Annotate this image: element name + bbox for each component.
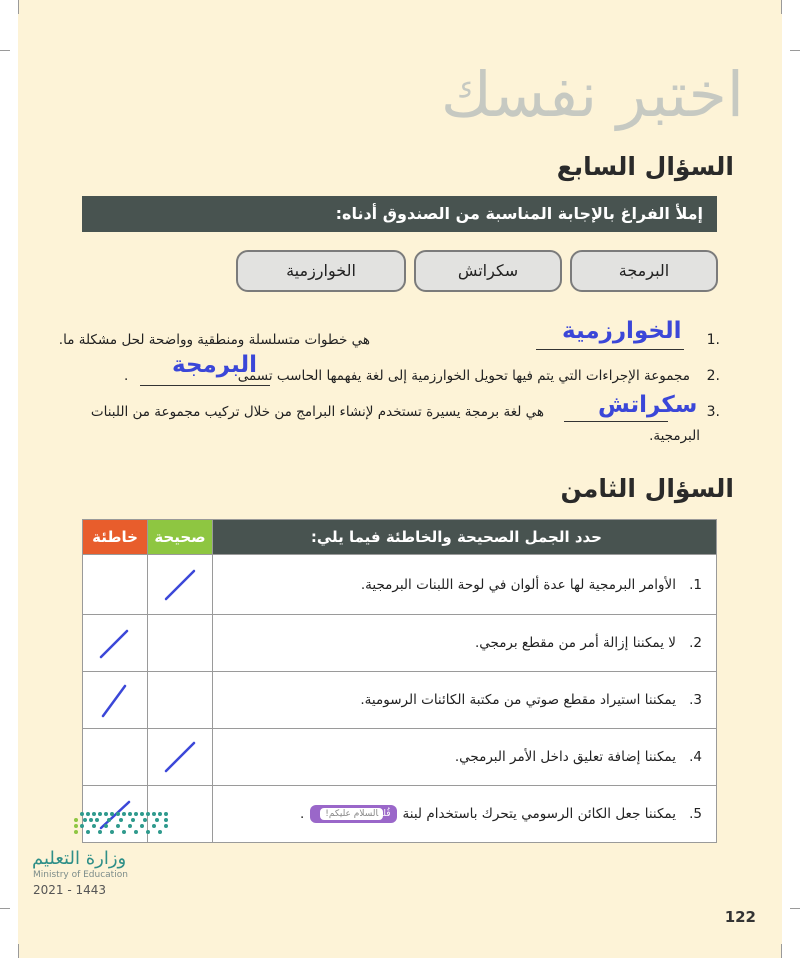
statement-end: . — [300, 806, 305, 822]
item-number: 1. — [706, 332, 720, 348]
crop-mark — [781, 0, 782, 14]
false-cell[interactable] — [83, 729, 148, 786]
false-cell[interactable] — [83, 672, 148, 729]
false-cell[interactable] — [83, 555, 148, 615]
statement-text: الأوامر البرمجية لها عدة ألوان في لوحة اللبنات البرمجية. — [360, 576, 676, 593]
statement-column-header: حدد الجمل الصحيحة والخاطئة فيما يلي: — [213, 520, 717, 555]
check-slash-mark — [160, 737, 200, 777]
crop-mark — [790, 50, 800, 51]
ministry-name-arabic: وزارة التعليم — [32, 848, 127, 869]
question-8-heading: السؤال الثامن — [560, 474, 734, 503]
row-number: 3. — [689, 692, 702, 708]
page-number: 122 — [724, 908, 756, 926]
choice-box-algorithm: الخوارزمية — [236, 250, 406, 292]
statement-text: يمكننا إضافة تعليق داخل الأمر البرمجي. — [454, 749, 676, 765]
false-cell[interactable] — [83, 615, 148, 672]
table-row — [83, 786, 717, 843]
check-slash-mark — [95, 623, 135, 663]
handwritten-answer: سكراتش — [598, 392, 698, 418]
statement-cell — [213, 615, 717, 672]
say-block-label: قُل — [383, 809, 391, 819]
answer-blank — [564, 421, 668, 422]
table-row — [83, 729, 717, 786]
say-block-value: السلام عليكم! — [320, 808, 383, 820]
true-cell[interactable] — [148, 672, 213, 729]
table-row — [83, 672, 717, 729]
ministry-name-english: Ministry of Education — [33, 870, 128, 880]
statement-text: يمكننا استيراد مقطع صوتي من مكتبة الكائنات الرسومية. — [360, 692, 676, 708]
check-slash-mark — [95, 680, 135, 720]
handwritten-answer: البرمجة — [172, 352, 257, 378]
fill-text-continued: البرمجية. — [649, 428, 700, 444]
question-7-instruction-bar: إملأ الفراغ بالإجابة المناسبة من الصندوق أدناه: — [82, 196, 717, 232]
edition-year: 2021 - 1443 — [33, 883, 107, 897]
choice-box-scratch: سكراتش — [414, 250, 562, 292]
answer-blank — [140, 385, 270, 386]
statement-text: يمكننا جعل الكائن الرسومي يتحرك باستخدام لبنة — [402, 806, 676, 822]
item-number: 3. — [706, 404, 720, 420]
row-number: 1. — [689, 576, 702, 593]
crop-mark — [0, 908, 10, 909]
page-title: اختبر نفسك — [440, 58, 744, 131]
true-cell[interactable] — [148, 729, 213, 786]
statement-cell — [213, 729, 717, 786]
item-number: 2. — [706, 368, 720, 384]
true-cell[interactable] — [148, 615, 213, 672]
crop-mark — [790, 908, 800, 909]
crop-mark — [781, 944, 782, 958]
true-column-header: صحيحة — [148, 520, 213, 555]
statement-text: لا يمكننا إزالة أمر من مقطع برمجي. — [474, 635, 676, 651]
ministry-logo — [30, 800, 170, 844]
row-number: 5. — [689, 806, 702, 822]
true-false-table — [82, 519, 717, 843]
row-number: 4. — [689, 749, 702, 765]
crop-mark — [18, 944, 19, 958]
fill-end: . — [124, 368, 129, 384]
true-cell[interactable] — [148, 555, 213, 615]
check-slash-mark — [160, 565, 200, 605]
fill-text: مجموعة الإجراءات التي يتم فيها تحويل الخوارزمية إلى لغة يفهمها الحاسب تسمى — [237, 368, 690, 384]
fill-text: هي خطوات متسلسلة ومنطقية وواضحة لحل مشكلة ما. — [58, 332, 370, 348]
crop-mark — [18, 0, 19, 14]
row-number: 2. — [689, 635, 702, 651]
choice-box-programming: البرمجة — [570, 250, 718, 292]
table-row — [83, 615, 717, 672]
table-row — [83, 555, 717, 615]
crop-mark — [0, 50, 10, 51]
handwritten-answer: الخوارزمية — [562, 318, 682, 344]
statement-cell — [213, 786, 717, 843]
say-block — [310, 805, 396, 823]
false-column-header: خاطئة — [83, 520, 148, 555]
statement-cell — [213, 672, 717, 729]
question-7-heading: السؤال السابع — [556, 152, 734, 181]
statement-cell — [213, 555, 717, 615]
fill-text: هي لغة برمجة يسيرة تستخدم لإنشاء البرامج من خلال تركيب مجموعة من اللبنات — [90, 404, 544, 420]
answer-blank — [536, 349, 684, 350]
